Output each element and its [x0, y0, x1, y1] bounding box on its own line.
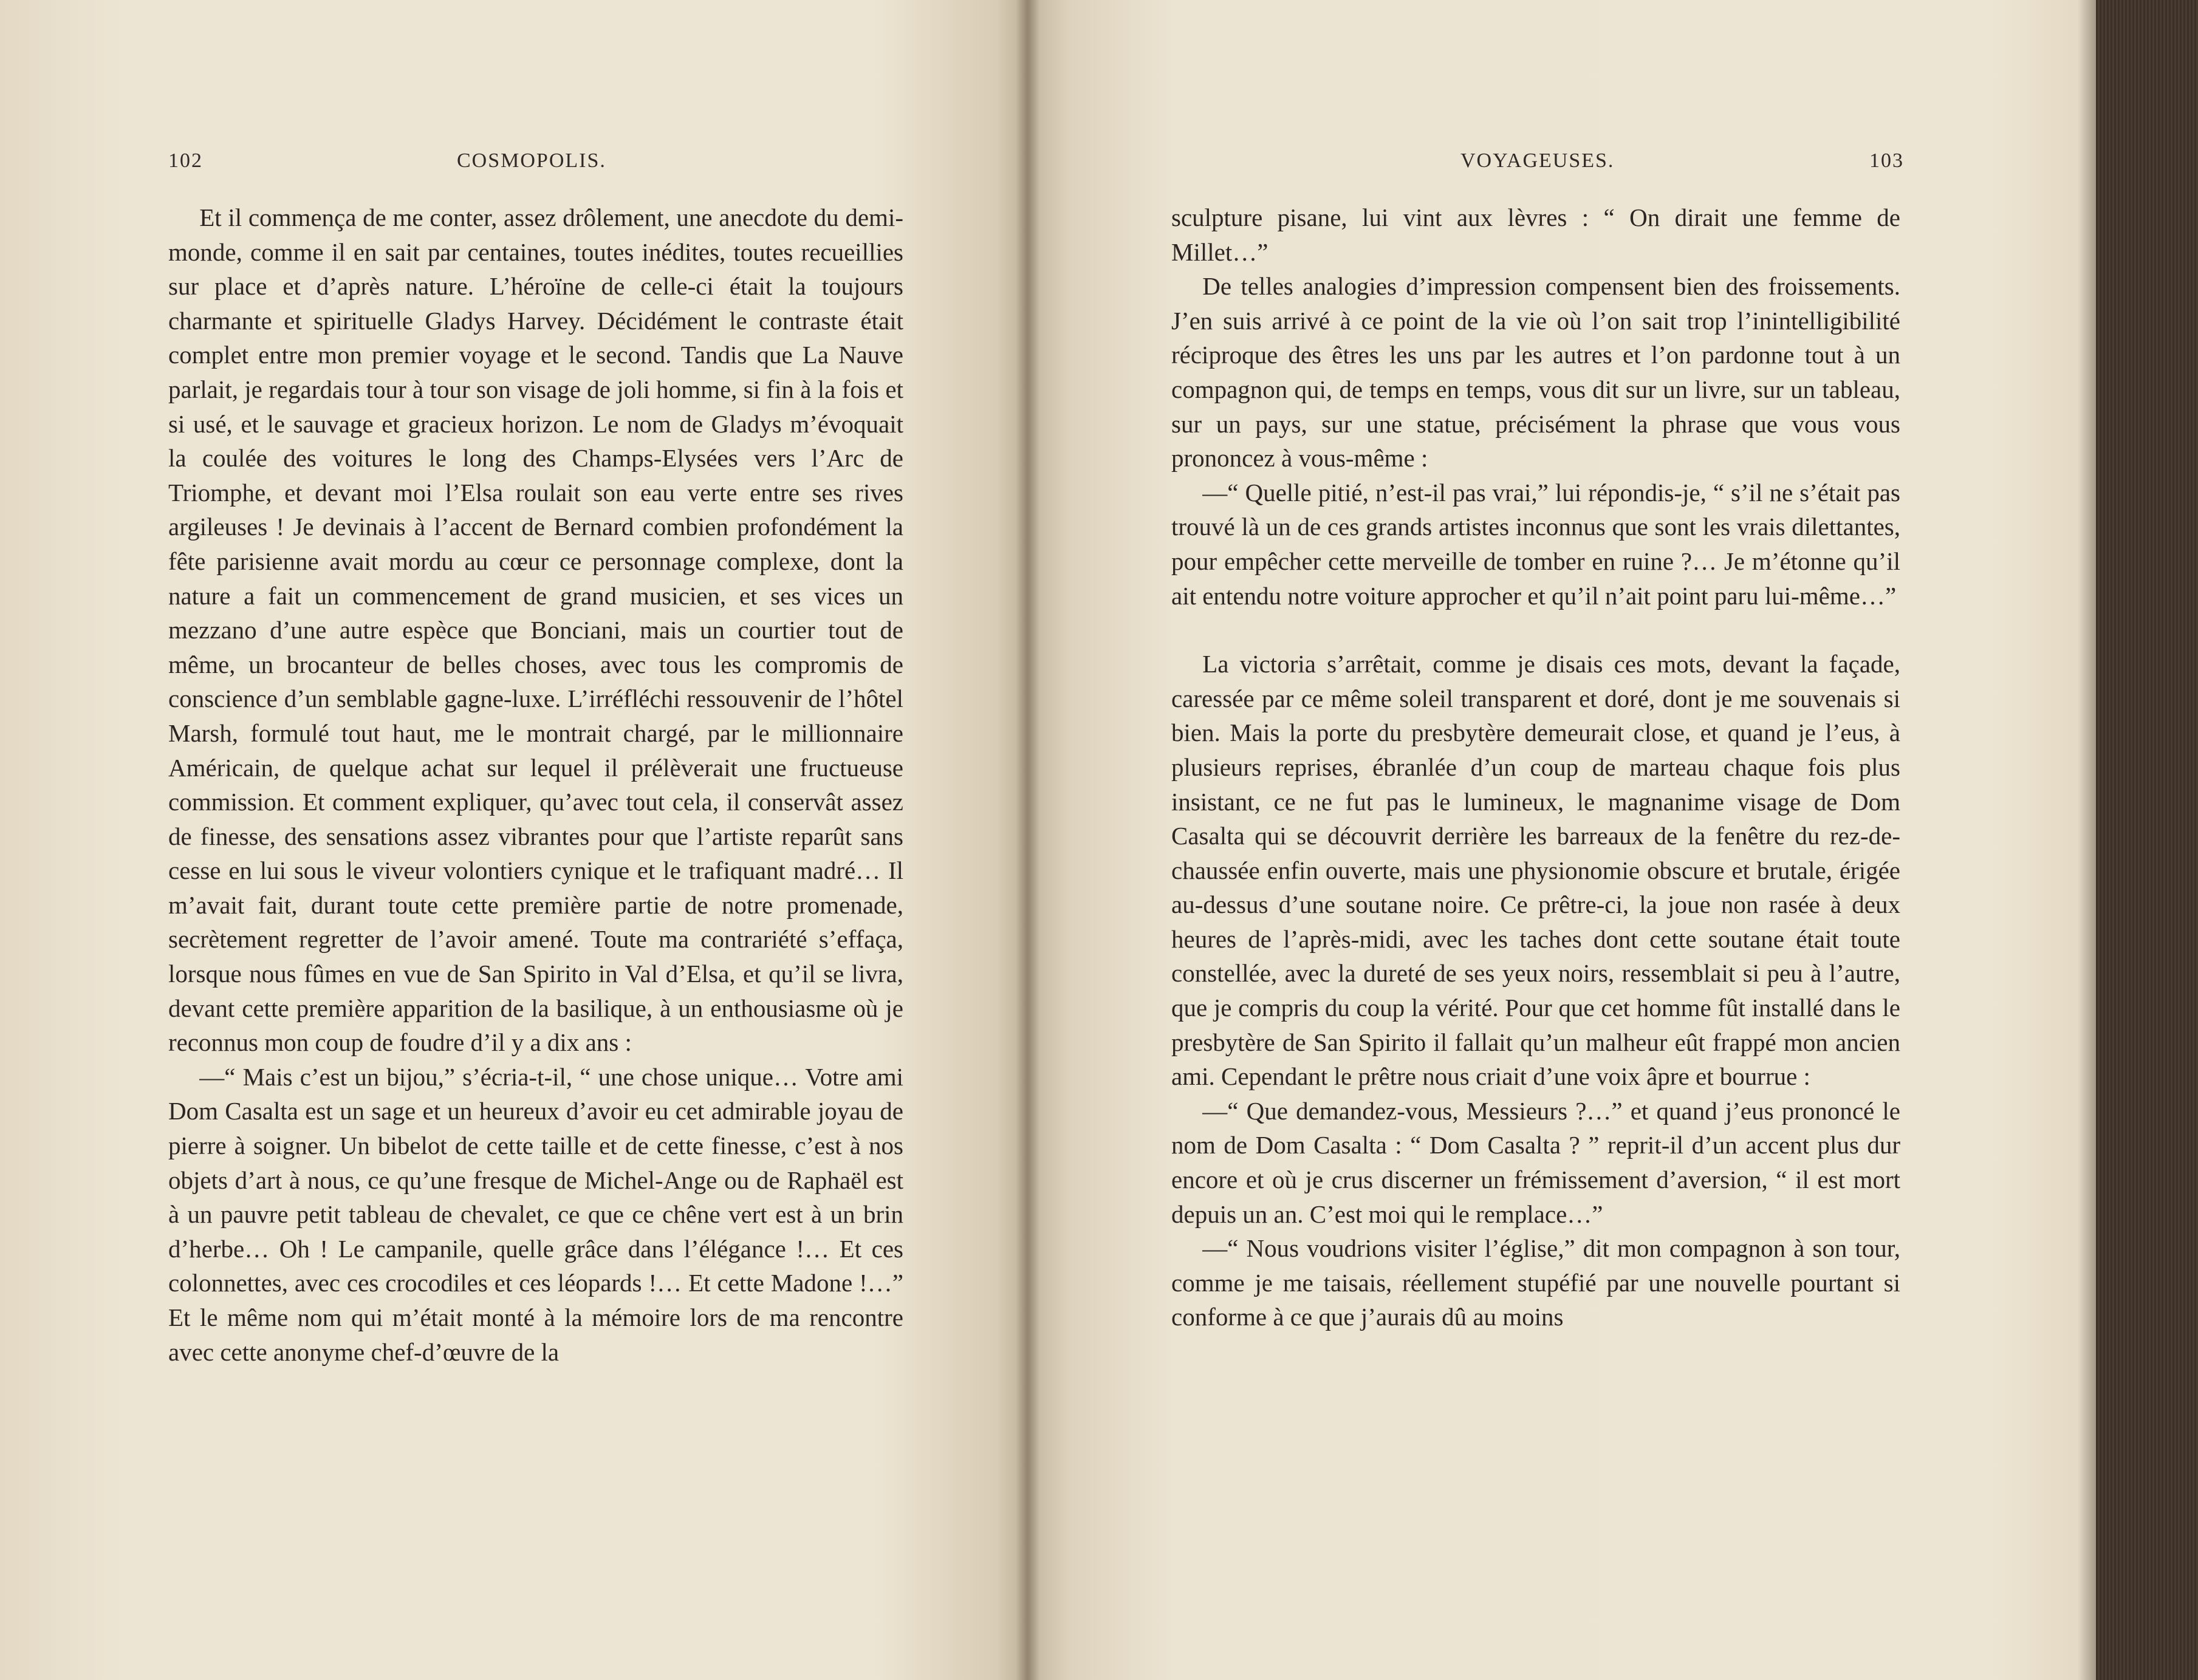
paragraph: —“ Quelle pitié, n’est-il pas vrai,” lui répondis-je, “ s’il ne s’était pas trouvé là un de ces grands artistes inconnus que sont les vrais dilettantes, pour empêcher cette merveille de tomber en ruine ?… Je m’étonne qu’il ait entendu notre voiture approcher et qu’il n’ait point paru lui-même…” — [1171, 478, 1900, 610]
paragraph: —“ Mais c’est un bijou,” s’écria-t-il, “ une chose unique… Votre ami Dom Casalta est un sage et un heureux d’avoir eu cet admirable joyau de pierre à soigner. Un bibelot de cette taille et de cette finesse, c’est à nos objets d’art à nous, ce qu’une fresque de Michel-Ange ou de Raphaël est à un pauvre petit tableau de chevalet, ce que ce chêne vert est à un brin d’herbe… Oh ! Le campanile, quelle grâce dans l’élégance !… Et ces colonnettes, avec ces crocodiles et ces léopards !… Et cette Madone !…” Et le même nom qui m’était monté à la mémoire lors de ma rencontre avec cette anonyme chef-d’œuvre de la — [168, 1062, 903, 1366]
section-break — [1171, 613, 1900, 647]
right-running-head: VOYAGEUSES. — [1460, 149, 1615, 172]
left-page-text — [168, 200, 903, 1369]
right-page — [1027, 0, 2096, 1680]
left-page-number: 102 — [168, 149, 203, 172]
paragraph: Et il commença de me conter, assez drôlement, une anecdote du demi-monde, comme il en sait par centaines, toutes inédites, toutes recueillies sur place et d’après nature. L’héroïne de celle-ci était la toujours charmante et spirituelle Gladys Harvey. Décidément le contraste était complet entre mon premier voyage et le second. Tandis que La Nauve parlait, je regardais tour à tour son visage de joli homme, si fin à la fois et si usé, et le sauvage et gracieux horizon. Le nom de Gladys m’évoquait la coulée des voitures le long des Champs-Elysées vers l’Arc de Triomphe, et devant moi l’Elsa roulait son eau verte entre ses rives argileuses ! Je devinais à l’accent de Bernard combien profondément la fête parisienne avait mordu au cœur ce personnage complexe, dont la nature a fait un commencement de grand musicien, et ses vices un mezzano d’une autre espèce que Bonciani, mais un courtier tout de même, un brocanteur de belles choses, avec tous les compromis de conscience d’un semblable gagne-luxe. L’irréfléchi ressouvenir de l’hôtel Marsh, formulé tout haut, me le montrait chargé, par le millionnaire Américain, de quelque achat sur lequel il prélèverait une fructueuse commission. Et comment expliquer, qu’avec tout cela, il conservât assez de finesse, des sensations assez vibrantes pour que l’artiste reparût sans cesse en lui sous le viveur volontiers cynique et le trafiquant madré… Il m’avait fait, durant toute cette première partie de notre promenade, secrètement regretter de l’avoir amené. Toute ma contrariété s’effaça, lorsque nous fûmes en vue de San Spirito in Val d’Elsa, et qu’il se livra, devant cette première apparition de la basilique, à un enthousiasme où je reconnus mon coup de foudre d’il y a dix ans : — [168, 203, 903, 1057]
right-page-text — [1171, 200, 1900, 1334]
book-gutter — [1016, 0, 1040, 1680]
paragraph: —“ Que demandez-vous, Messieurs ?…” et quand j’eus prononcé le nom de Dom Casalta : “ Dom Casalta ? ” reprit-il d’un accent plus dur encore et où je crus discerner un frémissement d’aversion, “ il est mort depuis un an. C’est moi qui le remplace…” — [1171, 1096, 1900, 1228]
paragraph: —“ Nous voudrions visiter l’église,” dit mon compagnon à son tour, comme je me taisais, réellement stupéfié par une nouvelle pourtant si conforme à ce que j’aurais dû au moins — [1171, 1234, 1900, 1331]
paragraph: sculpture pisane, lui vint aux lèvres : “ On dirait une femme de Millet…” — [1171, 203, 1900, 266]
book-fore-edge — [2096, 0, 2198, 1680]
left-running-head: COSMOPOLIS. — [457, 149, 606, 172]
paragraph: La victoria s’arrêtait, comme je disais ces mots, devant la façade, caressée par ce même soleil transparent et doré, dont je me souvenais si bien. Mais la porte du presbytère demeurait close, et quand je l’eus, à plusieurs reprises, ébranlée d’un coup de marteau chaque fois plus insistant, ce ne fut pas le lumineux, le magnanime visage de Dom Casalta qui se découvrit derrière les barreaux de la fenêtre du rez-de-chaussée enfin ouverte, mais une physionomie obscure et brutale, érigée au-dessus d’une soutane noire. Ce prêtre-ci, la joue non rasée à deux heures de l’après-midi, avec les taches dont cette soutane était toute constellée, avec la dureté de ses yeux noirs, ressemblait si peu à l’autre, que je compris du coup la vérité. Pour que cet homme fût installé dans le presbytère de San Spirito il fallait qu’un malheur eût frappé mon ancien ami. Cependant le prêtre nous criait d’une voix âpre et bourrue : — [1171, 650, 1900, 1091]
paragraph: De telles analogies d’impression compensent bien des froissements. J’en suis arrivé à ce point de la vie où l’on sait trop l’inintelligibilité réciproque des êtres les uns par les autres et l’on pardonne tout à un compagnon qui, de temps en temps, vous dit sur un livre, sur un tableau, sur un pays, sur une statue, précisément la phrase que vous vous prononcez à vous-même : — [1171, 272, 1900, 473]
left-page — [0, 0, 1027, 1680]
right-page-number: 103 — [1869, 149, 1904, 172]
